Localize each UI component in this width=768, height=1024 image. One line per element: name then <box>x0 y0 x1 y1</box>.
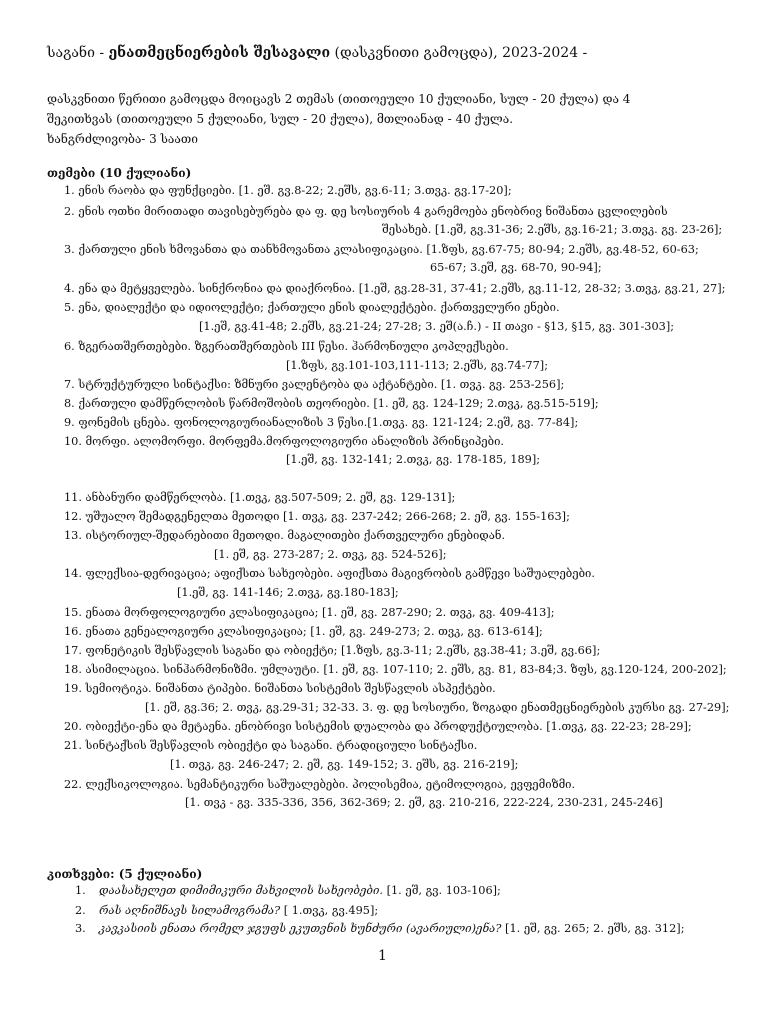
topic-line: 15. ენათა მორფოლოგიური კლასიფიკაცია; [1. ეშ, გვ. 287-290; 2. თვკ, გვ. 409-413]; <box>64 606 555 619</box>
topic-line: 17. ფონეტიკის შესწავლის საგანი და ობიექტი; [1.ზფს, გვ.3-11; 2.ეშს, გვ.38-41; 3.ეშ, გვ.66]; <box>64 644 601 657</box>
topic-line: [1. ეშ, გვ. 273-287; 2. თვკ, გვ. 524-526]; <box>214 548 447 561</box>
topic-line: 14. ფლექსია-დერივაცია; აფიქსთა სახეობები. აფიქსთა მაგივრობის გამწევი საშუალებები. <box>64 567 595 580</box>
topic-line: 10. მორფი. ალომორფი. მორფემა.მორფოლოგიური ანალიზის პრინციპები. <box>64 435 505 448</box>
title-subject: ენათმეცნიერების შესავალი <box>108 45 331 61</box>
topic-line: 5. ენა, დიალექტი და იდიოლექტი; ქართული ენის დიალექტები. ქართველური ენები. <box>64 301 560 314</box>
question-item <box>75 922 685 937</box>
question-reference: [ 1.თვკ, გვ.495]; <box>280 904 379 917</box>
topic-line: 18. ასიმილაცია. სინჰარმონიზმი. უმლაუტი. [1. ეშ, გვ. 107-110; 2. ეშს, გვ. 81, 83-84;3. ზფს, გვ.120-124, 200-202]; <box>64 663 727 676</box>
topic-line: 21. სინტაქსის შესწავლის ობიექტი და საგანი. ტრადიციული სინტაქსი. <box>64 739 478 752</box>
topic-line: 8. ქართული დამწერლობის წარმოშობის თეორიები. [1. ეშ, გვ. 124-129; 2.თვკ, გვ.515-519]; <box>64 397 599 410</box>
questions-heading: კითხვები: (5 ქულიანი) <box>47 867 203 881</box>
topic-line: [1.ეშ, გვ.41-48; 2.ეშს, გვ.21-24; 27-28; 3. ეშ(ა.ჩ.) - II თავი - §13, §15, გვ. 301-303]; <box>199 320 675 333</box>
intro-paragraph <box>47 89 747 149</box>
page-title <box>47 44 587 62</box>
topic-line: 20. ობიექტი-ენა და მეტაენა. ენობრივი სისტემის დუალობა და პროდუქტიულობა. [1.თვკ, გვ. 22-23; 28-29]; <box>64 720 692 733</box>
topic-line: 65-67; 3.ეშ, გვ. 68-70, 90-94]; <box>430 261 602 274</box>
topic-line: [1.ზფს, გვ.101-103,111-113; 2.ეშს, გვ.74-77]; <box>286 359 549 372</box>
question-reference: [1. ეშ, გვ. 103-106]; <box>382 884 501 897</box>
page-number: 1 <box>378 948 387 964</box>
topic-line: 9. ფონემის ცნება. ფონოლოგიურიანალიზის 3 წესი.[1.თვკ. გვ. 121-124; 2.ეშ, გვ. 77-84]; <box>64 416 579 429</box>
topic-line: 19. სემიოტიკა. ნიშანთა ტიპები. ნიშანთა სისტემის შესწავლის ასპექტები. <box>64 682 496 695</box>
topic-line: 13. ისტორიულ-შედარებითი მეთოდი. მაგალითები ქართველური ენებიდან. <box>64 529 506 542</box>
topic-line: 11. ანბანური დამწერლობა. [1.თვკ, გვ.507-509; 2. ეშ, გვ. 129-131]; <box>64 491 456 504</box>
topic-line: 6. ზგერათშერთებები. ზგერათშერთების III წესი. ჰარმონიული კოპლექსები. <box>64 340 509 353</box>
topic-line: 4. ენა და მეტყველება. სინქრონია და დიაქრონია. [1.ეშ, გვ.28-31, 37-41; 2.ეშს, გვ.11-12, 28-32; 3.თვკ, გვ.21, 27]; <box>64 282 726 295</box>
topic-line: [1. თვკ - გვ. 335-336, 356, 362-369; 2. ეშ, გვ. 210-216, 222-224, 230-231, 245-246] <box>185 796 663 809</box>
question-reference: [1. ეშ, გვ. 265; 2. ეშს, გვ. 312]; <box>501 922 685 935</box>
topic-line: [1. ეშ, გვ.36; 2. თვკ, გვ.29-31; 32-33. 3. ფ. დე სოსიური, ზოგადი ენათმეცნიერების კურსი გვ. 27-29]; <box>145 701 730 714</box>
topic-line: 7. სტრუქტურული სინტაქსი: ზმნური ვალენტობა და აქტანტები. [1. თვკ. გვ. 253-256]; <box>64 378 565 391</box>
topic-line: 12. უშუალო შემადგენელთა მეთოდი [1. თვკ, გვ. 237-242; 266-268; 2. ეშ, გვ. 155-163]; <box>64 510 570 523</box>
intro-line: შეკითხვას (თითოეული 5 ქულიანი, სულ - 20 ქულა), მთლიანად - 40 ქულა. <box>47 112 514 126</box>
question-text: რას აღნიშნავს სილამოგრამა? <box>99 904 281 917</box>
question-number: 3. <box>75 922 86 935</box>
title-prefix: საგანი - <box>47 45 109 61</box>
question-number: 2. <box>75 904 86 917</box>
question-number: 1. <box>75 884 86 897</box>
topics-heading: თემები (10 ქულიანი) <box>47 166 192 180</box>
title-suffix: (დასკვნითი გამოცდა), 2023-2024 - <box>330 45 588 61</box>
topic-line: 22. ლექსიკოლოგია. სემანტიკური საშუალებები. პოლისემია, ეტიმოლოგია, ევფემიზმი. <box>64 778 576 791</box>
topic-line: [1.ეშ, გვ. 141-146; 2.თვკ, გვ.180-183]; <box>177 586 399 599</box>
topic-line: 3. ქართული ენის ხმოვანთა და თანხმოვანთა კლასიფიკაცია. [1.ზფს, გვ.67-75; 80-94; 2.ეშს, გვ.48-52, 60-63; <box>64 243 699 256</box>
intro-line: ხანგრძლივობა- 3 საათი <box>47 132 198 146</box>
topic-line: 1. ენის რაობა და ფუნქციები. [1. ეშ. გვ.8-22; 2.ეშს, გვ.6-11; 3.თვკ. გვ.17-20]; <box>64 184 512 197</box>
question-text: დაასახელეთ დიმიმიკური მახვილის სახეობები. <box>99 884 383 897</box>
question-item <box>75 904 378 919</box>
topic-line: 2. ენის ოთხი მირითადი თავისებურება და ფ. დე სოსიურის 4 გარემოება ენობრივ ნიშანთა ცვლილების <box>64 205 668 218</box>
question-item <box>75 884 501 899</box>
topic-line: [1. თვკ, გვ. 246-247; 2. ეშ, გვ. 149-152; 3. ეშს, გვ. 216-219]; <box>170 758 519 771</box>
topic-line: [1.ეშ, გვ. 132-141; 2.თვკ, გვ. 178-185, 189]; <box>286 453 541 466</box>
question-text: კავკასიის ენათა რომელ ჯგუფს ეკუთვნის ხუნძური (ავარიული)ენა? <box>99 922 502 935</box>
topic-line: 16. ენათა გენეალოგიური კლასიფიკაცია; [1. ეშ, გვ. 249-273; 2. თვკ, გვ. 613-614]; <box>64 625 543 638</box>
topic-line: შესახებ. [1.ეშ, გვ.31-36; 2.ეშს, გვ.16-21; 3.თვკ. გვ. 23-26]; <box>382 223 723 236</box>
intro-line: დასკვნითი წერითი გამოცდა მოიცავს 2 თემას (თითოეული 10 ქულიანი, სულ - 20 ქულა) და 4 <box>47 92 631 106</box>
